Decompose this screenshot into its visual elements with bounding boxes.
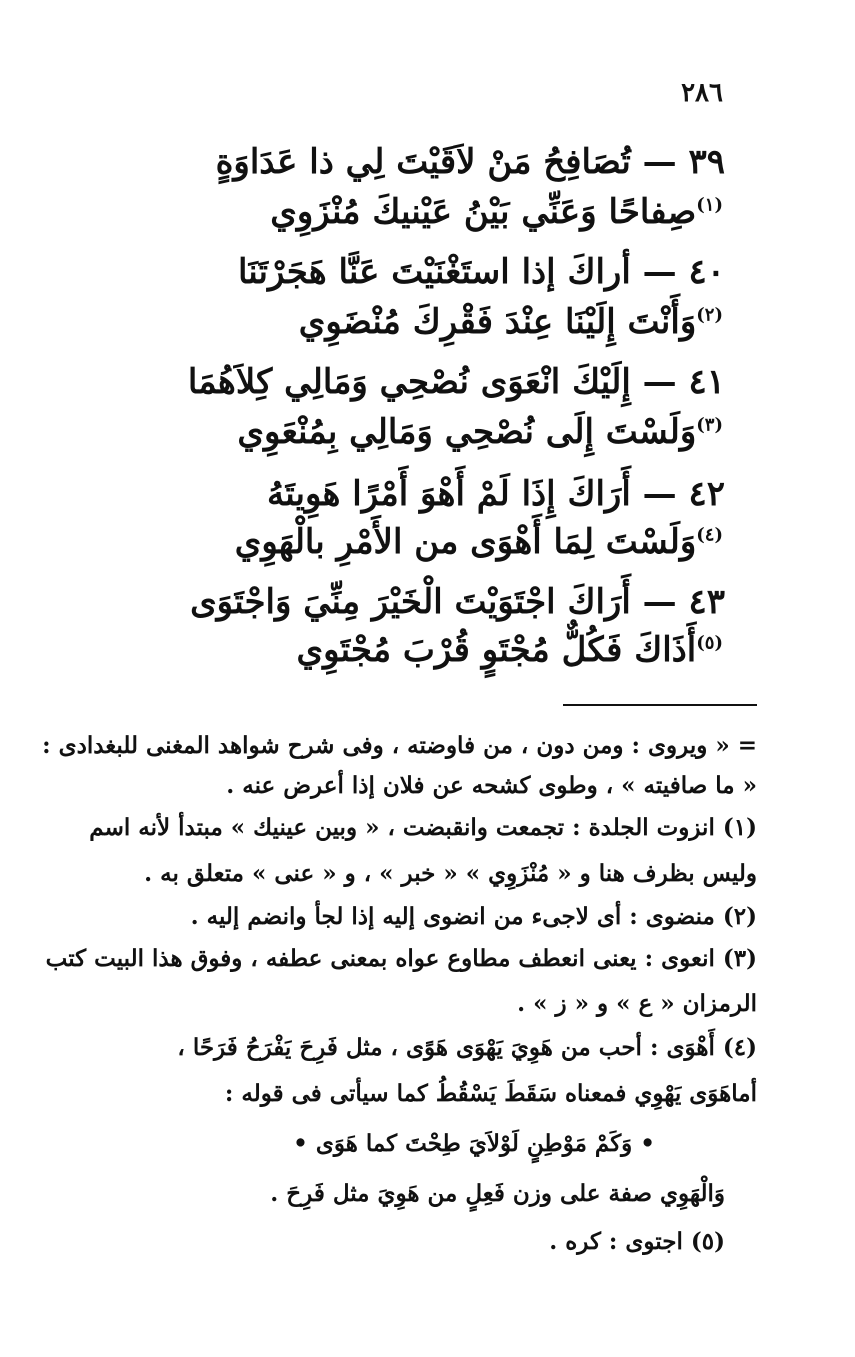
footnote-4-line: (٤) أَهْوَى : أحب من هَوِيَ يَهْوَى هَوًى ، مثل فَرِحَ يَفْرَحُ فَرَحًا ، xyxy=(177,1034,757,1061)
footnote-ref-4: (٤) xyxy=(696,524,723,546)
footnote-4-quoted-verse: • وَكَمْ مَوْطِنٍ لَوْلاَيَ طِحْتَ كما هَوَى • xyxy=(293,1130,655,1157)
verse-43-second-hemistich: $^{(٥)}$أَذَاكَ فَكُلٌّ مُجْتَوٍ قُرْبَ مُجْتَوِي xyxy=(296,630,723,670)
verse-39-first-hemistich: ٣٩ — تُصَافِحُ مَنْ لاَقَيْتَ لِي ذا عَدَاوَةٍ xyxy=(215,142,725,182)
verse-39-second-hemistich: $^{(١)}$صِفاحًا وَعَنِّي بَيْنُ عَيْنيكَ مُنْزَوِي xyxy=(270,192,723,232)
verse-41-first-hemistich: ٤١ — إِلَيْكَ انْعَوَى نُصْحِي وَمَالِي كِلاَهُمَا xyxy=(187,362,725,402)
footnote-4-line: أماهَوَى يَهْوِي فمعناه سَقَطَ يَسْقُطُ كما سيأتى فى قوله : xyxy=(224,1080,757,1107)
verse-41-second-hemistich: $^{(٣)}$وَلَسْتَ إِلَى نُصْحِي وَمَالِي بِمُنْعَوِي xyxy=(237,412,723,452)
verse-42-first-hemistich: ٤٢ — أَرَاكَ إِذَا لَمْ أَهْوَ أَمْرًا هَوِيتَهُ xyxy=(267,474,725,514)
verse-40-second-hemistich: $^{(٢)}$وَأَنْتَ إِلَيْنَا عِنْدَ فَقْرِكَ مُنْضَوِي xyxy=(298,302,723,342)
verse-43-first-hemistich: ٤٣ — أَرَاكَ اجْتَوَيْتَ الْخَيْرَ مِنِّيَ وَاجْتَوَى xyxy=(190,582,725,622)
footnote-1-line: (١) انزوت الجلدة : تجمعت وانقبضت ، « وبين عينيك » مبتدأ لأنه اسم xyxy=(89,814,757,841)
footnote-1-line: وليس بظرف هنا و « مُنْزَوِي » « خبر » ، و « عنى » متعلق به . xyxy=(144,860,757,887)
footnote-ref-3: (٣) xyxy=(696,414,723,436)
verse-42-second-hemistich: $^{(٤)}$وَلَسْتَ لِمَا أَهْوَى من الأَمْرِ بالْهَوِي xyxy=(234,522,723,562)
footnote-continuation-line: « ما صافيته » ، وطوى كشحه عن فلان إذا أعرض عنه . xyxy=(226,772,757,799)
footnote-3-line: الرمزان « ع » و « ز » . xyxy=(517,990,757,1017)
footnote-5-line: (٥) اجتوى : كره . xyxy=(549,1228,725,1255)
verse-40-first-hemistich: ٤٠ — أراكَ إذا استَغْنَيْتَ عَنَّا هَجَرْتَنَا xyxy=(237,252,725,292)
footnote-4-line: وَالْهَوِي صفة على وزن فَعِلٍ من هَوِيَ مثل فَرِحَ . xyxy=(270,1180,725,1207)
footnote-ref-2: (٢) xyxy=(696,304,723,326)
footnote-ref-5: (٥) xyxy=(696,632,723,654)
footnote-ref-1: (١) xyxy=(696,194,723,216)
footnote-continuation-line: = « ويروى : ومن دون ، من فاوضته ، وفى شرح شواهد المغنى للبغدادى : xyxy=(42,732,757,759)
footnote-3-line: (٣) انعوى : يعنى انعطف مطاوع عواه بمعنى عطفه ، وفوق هذا البيت كتب xyxy=(45,945,757,972)
footnote-2-line: (٢) منضوى : أى لاجىء من انضوى إليه إذا لجأ وانضم إليه . xyxy=(190,903,757,930)
page-number: ٢٨٦ xyxy=(681,78,723,108)
footnote-separator xyxy=(563,704,757,706)
